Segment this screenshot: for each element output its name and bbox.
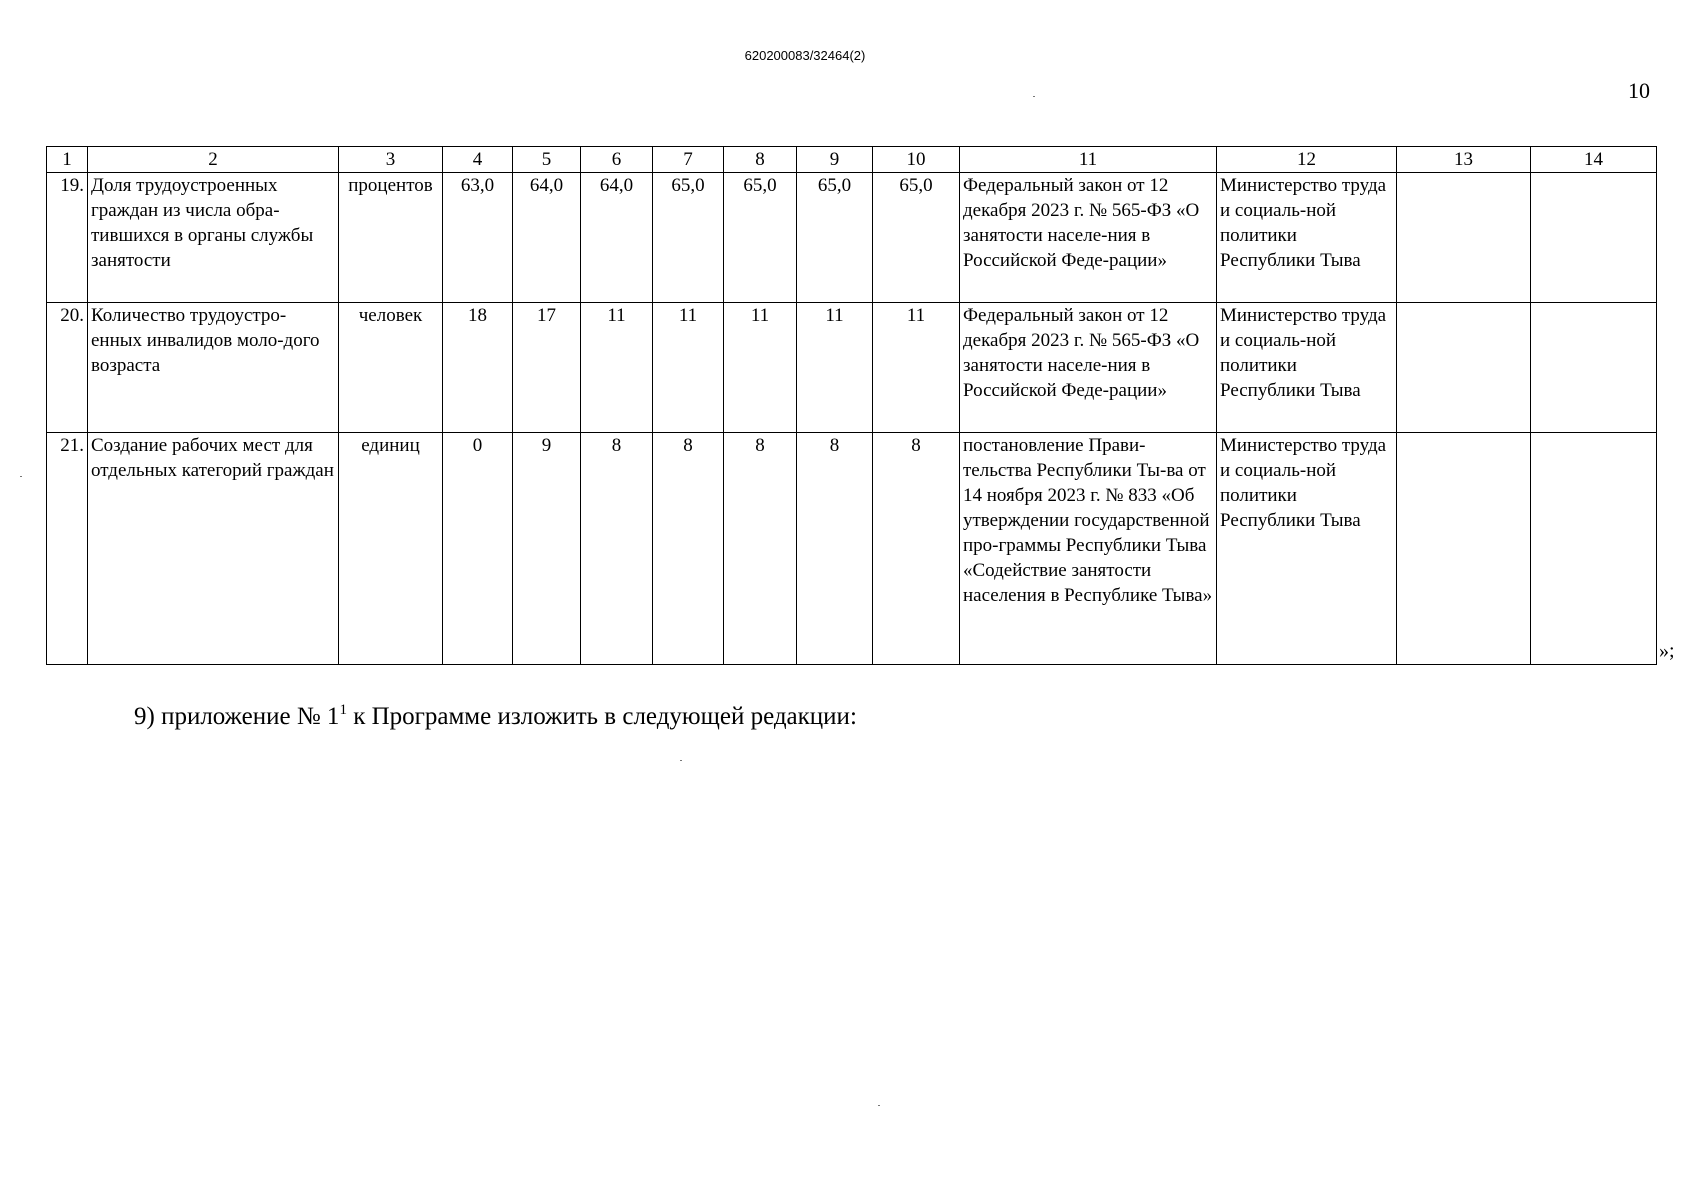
- page-number: 10: [1628, 78, 1650, 103]
- column-number: 7: [653, 147, 724, 173]
- column-number: 1: [47, 147, 88, 173]
- indicator-value: 11: [724, 303, 797, 433]
- column-number: 9: [797, 147, 873, 173]
- column-number: 12: [1217, 147, 1397, 173]
- empty-cell: [1397, 173, 1531, 303]
- unit-of-measure: человек: [339, 303, 443, 433]
- empty-cell: [1531, 173, 1657, 303]
- amendment-note: [134, 703, 857, 731]
- indicator-value: 8: [581, 433, 653, 665]
- scan-artifact-dot: [878, 1105, 880, 1106]
- indicator-name: Создание рабочих мест для отдельных категорий граждан: [88, 433, 339, 665]
- column-number: 14: [1531, 147, 1657, 173]
- column-number: 2: [88, 147, 339, 173]
- legal-basis: Федеральный закон от 12 декабря 2023 г. № 565-ФЗ «О занятости населе-ния в Российской Феде-рации»: [960, 173, 1217, 303]
- indicator-value: 65,0: [873, 173, 960, 303]
- indicator-value: 63,0: [443, 173, 513, 303]
- indicator-value: 8: [653, 433, 724, 665]
- column-number: 13: [1397, 147, 1531, 173]
- indicator-value: 11: [581, 303, 653, 433]
- indicator-value: 8: [873, 433, 960, 665]
- indicator-value: 18: [443, 303, 513, 433]
- amendment-note-text: 9) приложение № 1: [134, 703, 340, 730]
- responsible-ministry: Министерство труда и социаль-ной политики Республики Тыва: [1217, 173, 1397, 303]
- indicator-value: 17: [513, 303, 581, 433]
- indicator-value: 65,0: [724, 173, 797, 303]
- column-number: 11: [960, 147, 1217, 173]
- indicator-value: 8: [797, 433, 873, 665]
- column-number: 10: [873, 147, 960, 173]
- unit-of-measure: единиц: [339, 433, 443, 665]
- legal-basis: постановление Прави-тельства Республики Ты-ва от 14 ноября 2023 г. № 833 «Об утверждении государственной про-граммы Республики Тыва «Содействие занятости населения в Республике Тыва»: [960, 433, 1217, 665]
- column-number: 5: [513, 147, 581, 173]
- indicator-value: 64,0: [581, 173, 653, 303]
- empty-cell: [1531, 303, 1657, 433]
- indicator-value: 11: [797, 303, 873, 433]
- row-number: 19.: [47, 173, 88, 303]
- closing-quote: »;: [1659, 640, 1675, 662]
- table-row: [47, 433, 1657, 665]
- indicator-value: 0: [443, 433, 513, 665]
- empty-cell: [1397, 433, 1531, 665]
- indicator-value: 11: [873, 303, 960, 433]
- table-row: [47, 303, 1657, 433]
- unit-of-measure: процентов: [339, 173, 443, 303]
- indicators-table: [46, 146, 1657, 665]
- document-registration-number: 620200083/32464(2): [744, 48, 866, 63]
- column-number: 3: [339, 147, 443, 173]
- legal-basis: Федеральный закон от 12 декабря 2023 г. № 565-ФЗ «О занятости населе-ния в Российской Феде-рации»: [960, 303, 1217, 433]
- indicator-value: 65,0: [797, 173, 873, 303]
- column-number: 4: [443, 147, 513, 173]
- indicator-name: Количество трудоустро-енных инвалидов моло-дого возраста: [88, 303, 339, 433]
- indicator-value: 8: [724, 433, 797, 665]
- row-number: 21.: [47, 433, 88, 665]
- indicator-value: 64,0: [513, 173, 581, 303]
- indicator-value: 11: [653, 303, 724, 433]
- indicator-value: 65,0: [653, 173, 724, 303]
- column-number: 6: [581, 147, 653, 173]
- amendment-note-text: к Программе изложить в следующей редакции:: [346, 703, 857, 730]
- column-number: 8: [724, 147, 797, 173]
- column-number-row: [47, 147, 1657, 173]
- amendment-note-superscript: 1: [339, 702, 347, 718]
- scan-artifact-dot: [1033, 96, 1035, 97]
- indicator-name: Доля трудоустроенных граждан из числа обра-тившихся в органы службы занятости: [88, 173, 339, 303]
- scan-artifact-dot: [20, 476, 22, 477]
- empty-cell: [1397, 303, 1531, 433]
- empty-cell: [1531, 433, 1657, 665]
- indicator-value: 9: [513, 433, 581, 665]
- responsible-ministry: Министерство труда и социаль-ной политики Республики Тыва: [1217, 433, 1397, 665]
- row-number: 20.: [47, 303, 88, 433]
- scan-artifact-dot: [680, 760, 682, 761]
- responsible-ministry: Министерство труда и социаль-ной политики Республики Тыва: [1217, 303, 1397, 433]
- table-row: [47, 173, 1657, 303]
